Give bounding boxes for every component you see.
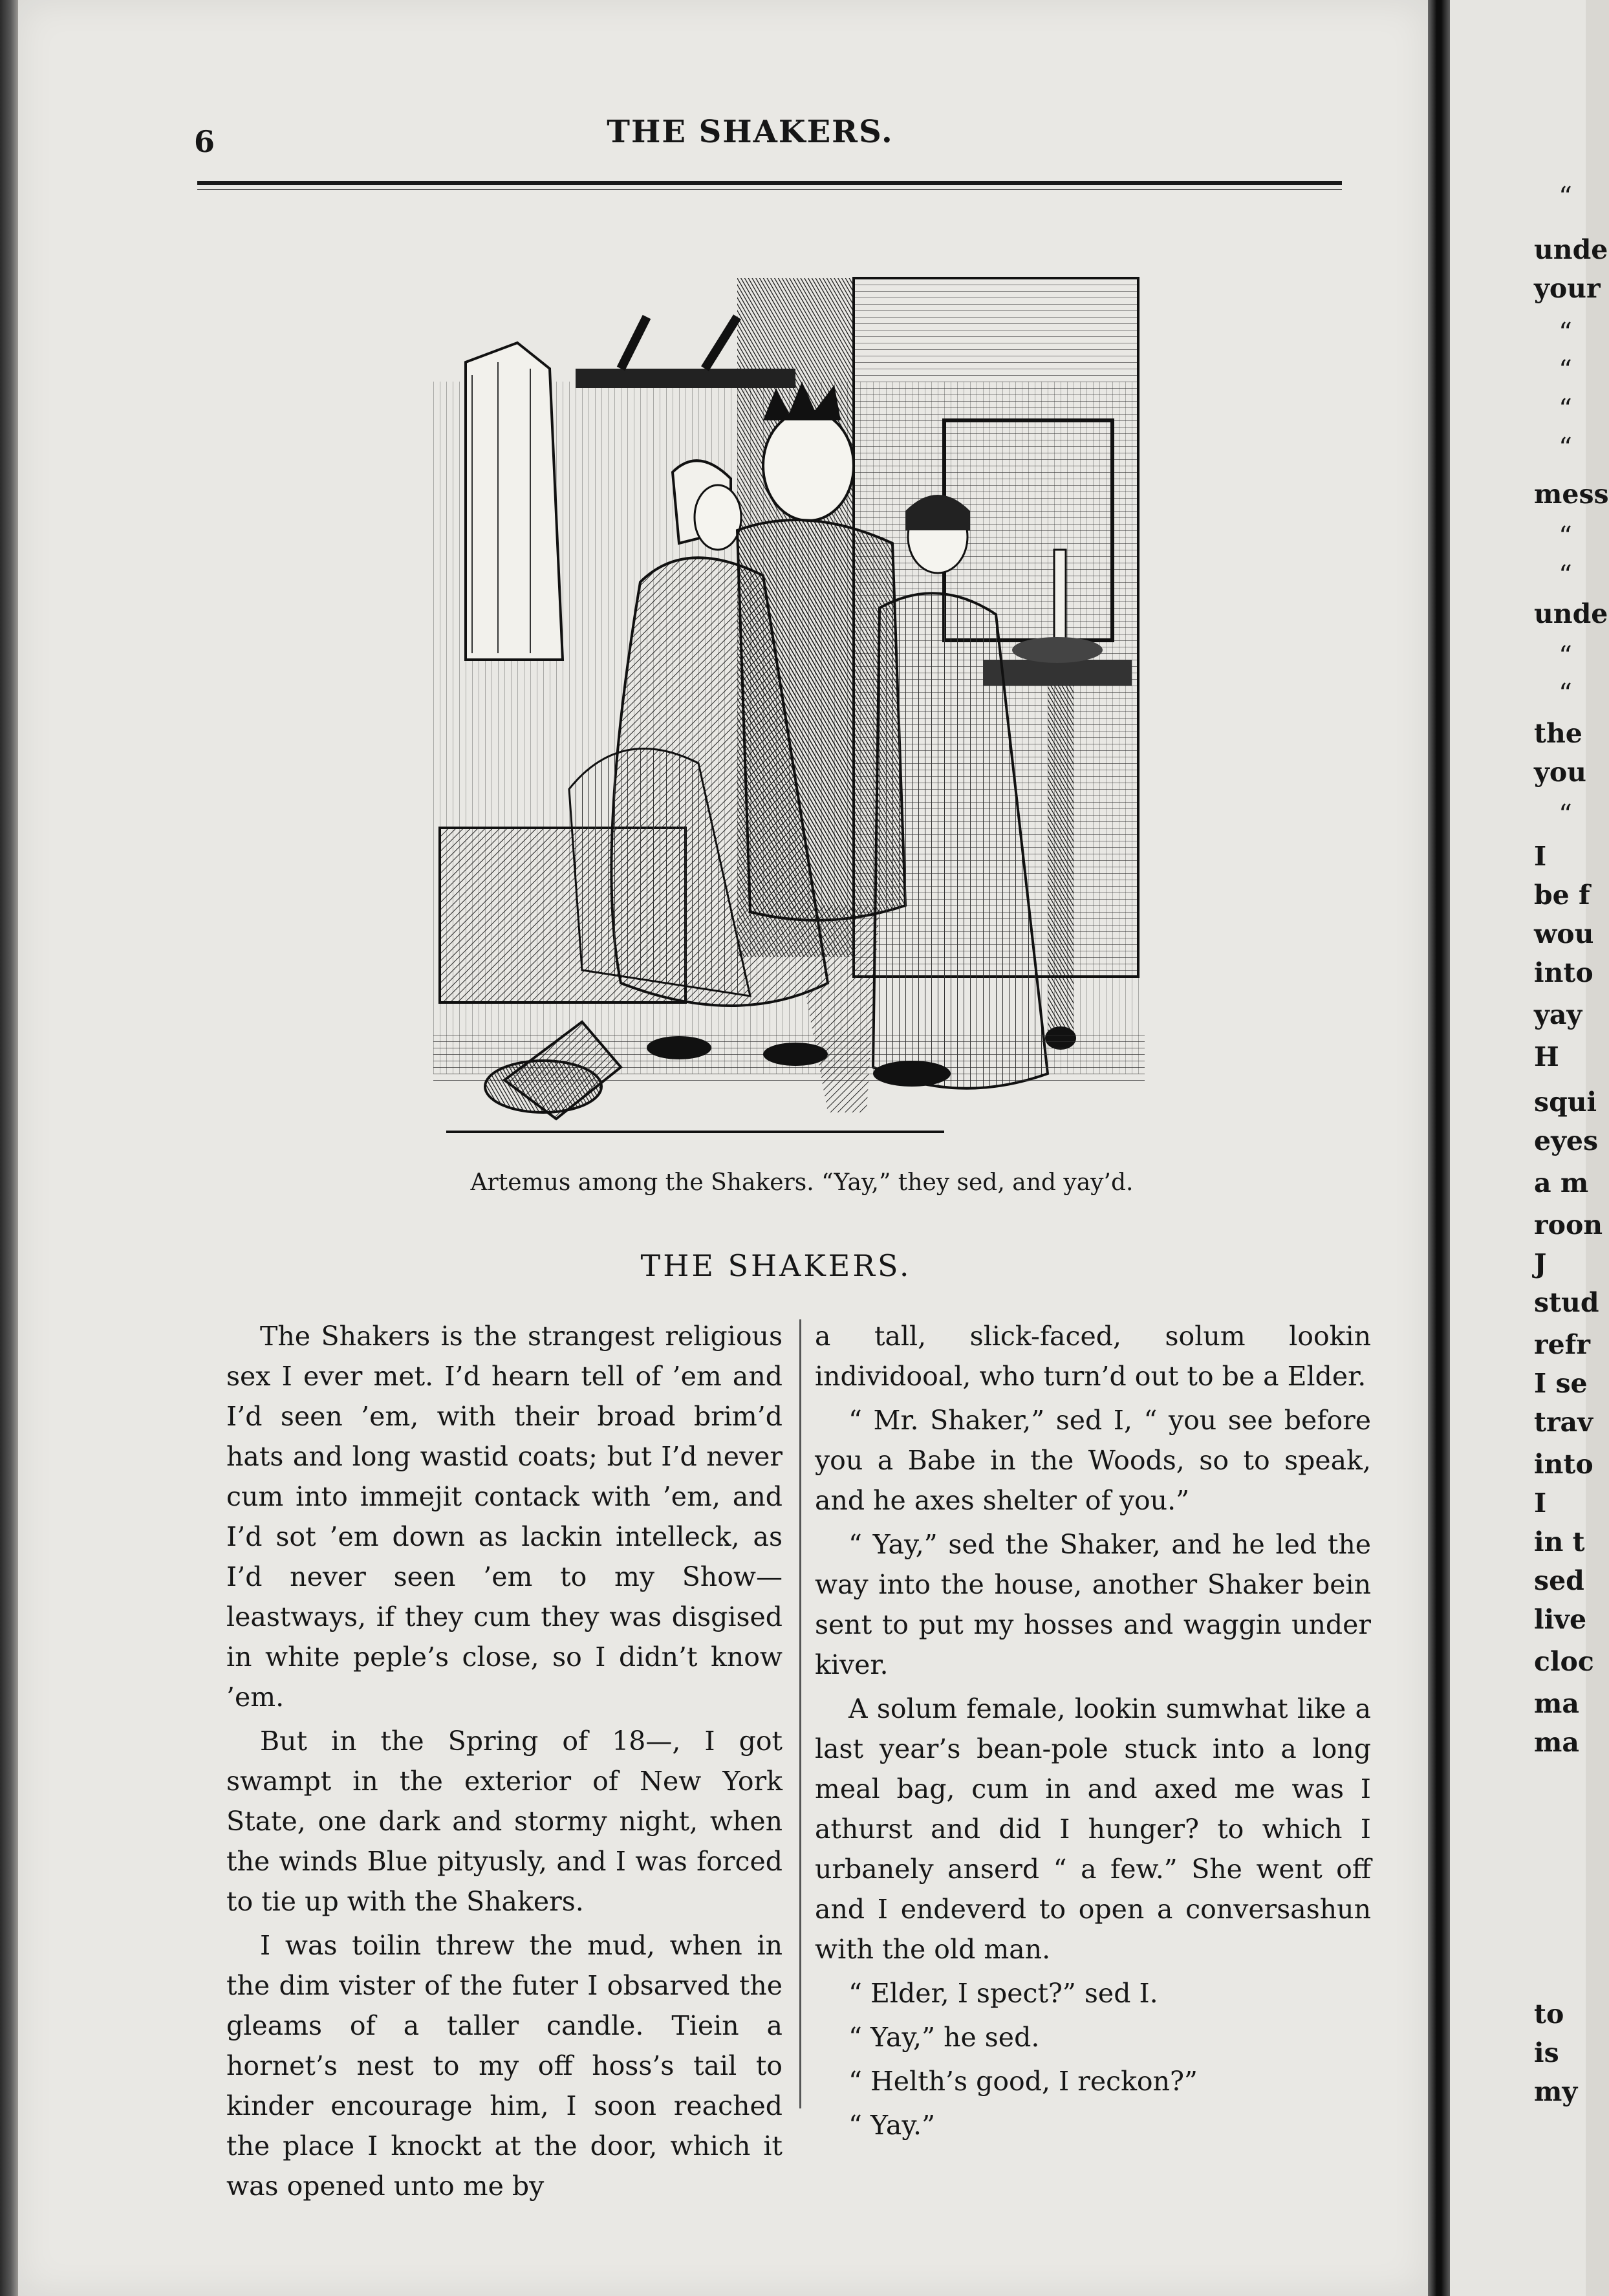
facing-page-fragment: roon — [1534, 1209, 1603, 1240]
engraving-illustration — [427, 272, 1158, 1151]
facing-page-fragment: “ — [1559, 317, 1572, 348]
facing-page-fragment: sed — [1534, 1565, 1584, 1596]
facing-page-fragment: into — [1534, 1449, 1593, 1480]
facing-page-fragment: live — [1534, 1604, 1587, 1635]
facing-page-fragment: squi — [1534, 1087, 1597, 1118]
facing-page-fragment: H — [1534, 1041, 1559, 1072]
facing-page-fragment: the — [1534, 718, 1582, 749]
facing-page-fragment: in t — [1534, 1526, 1585, 1557]
facing-page-fragment: refr — [1534, 1329, 1590, 1360]
text-column-right — [815, 1316, 1371, 2145]
facing-page-fragment: “ — [1559, 393, 1572, 424]
paragraph: “ Mr. Shaker,” sed I, “ you see before you a Babe in the Woods, so to speak, and he axes shelter of you.” — [815, 1405, 1371, 1516]
facing-page-fragment: your — [1534, 273, 1601, 304]
facing-page-fragment: “ — [1559, 678, 1572, 709]
article-title: THE SHAKERS. — [640, 1248, 912, 1283]
facing-page-fragment: I — [1534, 841, 1547, 872]
page-gutter — [1428, 0, 1450, 2296]
dialogue-line: “ Elder, I spect?” sed I. — [848, 1978, 1158, 2009]
paragraph: I was toilin threw the mud, when in the dim vister of the futer I obsarved the gleams of a taller candle. Tiein a hornet’s nest to my off hoss’s tail to kinder encourage him, I soon reached the place I knockt at the door, which it was opened unto me by — [226, 1930, 783, 2202]
header-rule-thin — [197, 189, 1342, 190]
facing-page-fragment: cloc — [1534, 1646, 1594, 1677]
binding-edge — [0, 0, 18, 2296]
facing-page-fragment: my — [1534, 2076, 1578, 2107]
facing-page-fragment: “ — [1559, 799, 1572, 830]
facing-page-fragment: “ — [1559, 181, 1572, 212]
dialogue-line: “ Yay,” he sed. — [848, 2022, 1040, 2053]
engraving-svg — [427, 272, 1158, 1151]
facing-page-fragment: a m — [1534, 1167, 1589, 1198]
dialogue-line: “ Yay.” — [848, 2110, 936, 2141]
dialogue-line: “ Helth’s good, I reckon?” — [848, 2066, 1198, 2097]
facing-page-fragment: mess — [1534, 479, 1609, 510]
facing-page-fragment: “ — [1559, 521, 1572, 552]
facing-page-fragment: eyes — [1534, 1125, 1599, 1156]
facing-page-fragment: stud — [1534, 1287, 1599, 1318]
column-divider — [799, 1319, 801, 2108]
page-number: 6 — [194, 124, 215, 159]
paragraph: “ Yay,” sed the Shaker, and he led the way into the house, another Shaker bein sent to put my hosses and waggin under kiver. — [815, 1529, 1371, 1680]
facing-page-fragment: you — [1534, 757, 1586, 788]
facing-page-fragment: to — [1534, 1998, 1564, 2030]
facing-page-fragment: “ — [1559, 559, 1572, 590]
facing-page-fragment: trav — [1534, 1407, 1593, 1438]
running-head: THE SHAKERS. — [607, 114, 894, 150]
facing-page-fragment: I se — [1534, 1368, 1588, 1399]
paragraph: a tall, slick-faced, solum lookin individooal, who turn’d out to be a Elder. — [815, 1321, 1371, 1392]
paragraph: But in the Spring of 18—, I got swampt in the exterior of New York State, one dark and stormy night, when the winds Blue pityusly, and I was forced to tie up with the Shakers. — [226, 1726, 783, 1917]
illustration-caption: Artemus among the Shakers. “Yay,” they sed, and yay’d. — [470, 1169, 1134, 1196]
facing-page-fragment: wou — [1534, 918, 1594, 949]
facing-page-fragment: is — [1534, 2037, 1559, 2068]
paragraph: A solum female, lookin sumwhat like a last year’s bean-pole stuck into a long meal bag, cum in and axed me was I athurst and did I hunger? to which I urbanely anserd “ a few.” She went off and I endeverd to open a conversashun with the old man. — [815, 1693, 1371, 1965]
facing-page-fragment: be f — [1534, 880, 1590, 911]
header-rule — [197, 181, 1342, 185]
facing-page-fragment: “ — [1559, 640, 1572, 671]
facing-page-fragment: I — [1534, 1488, 1547, 1519]
facing-page-fragment: J — [1534, 1248, 1547, 1279]
facing-page-fragment: unde — [1534, 598, 1608, 629]
facing-page-fragment: ma — [1534, 1688, 1579, 1719]
facing-page-fragment: “ — [1559, 354, 1572, 385]
facing-page-fragment: ma — [1534, 1727, 1579, 1758]
facing-page-fragment: “ — [1559, 432, 1572, 463]
facing-page-fragment: yay — [1534, 999, 1582, 1030]
facing-page-fragment: unde — [1534, 234, 1608, 265]
paragraph: The Shakers is the strangest religious sex I ever met. I’d hearn tell of ’em and I’d seen ’em, with their broad brim’d hats and long wastid coats; but I’d never cum into immejit contack with ’em, and I’d sot ’em down as lackin intelleck, as I’d never seen ’em to my Show—leastways, if they cum they was disgised in white peple’s close, so I didn’t know ’em. — [226, 1321, 783, 1713]
facing-page-fragment: into — [1534, 957, 1593, 988]
text-column-left — [226, 1316, 783, 2206]
